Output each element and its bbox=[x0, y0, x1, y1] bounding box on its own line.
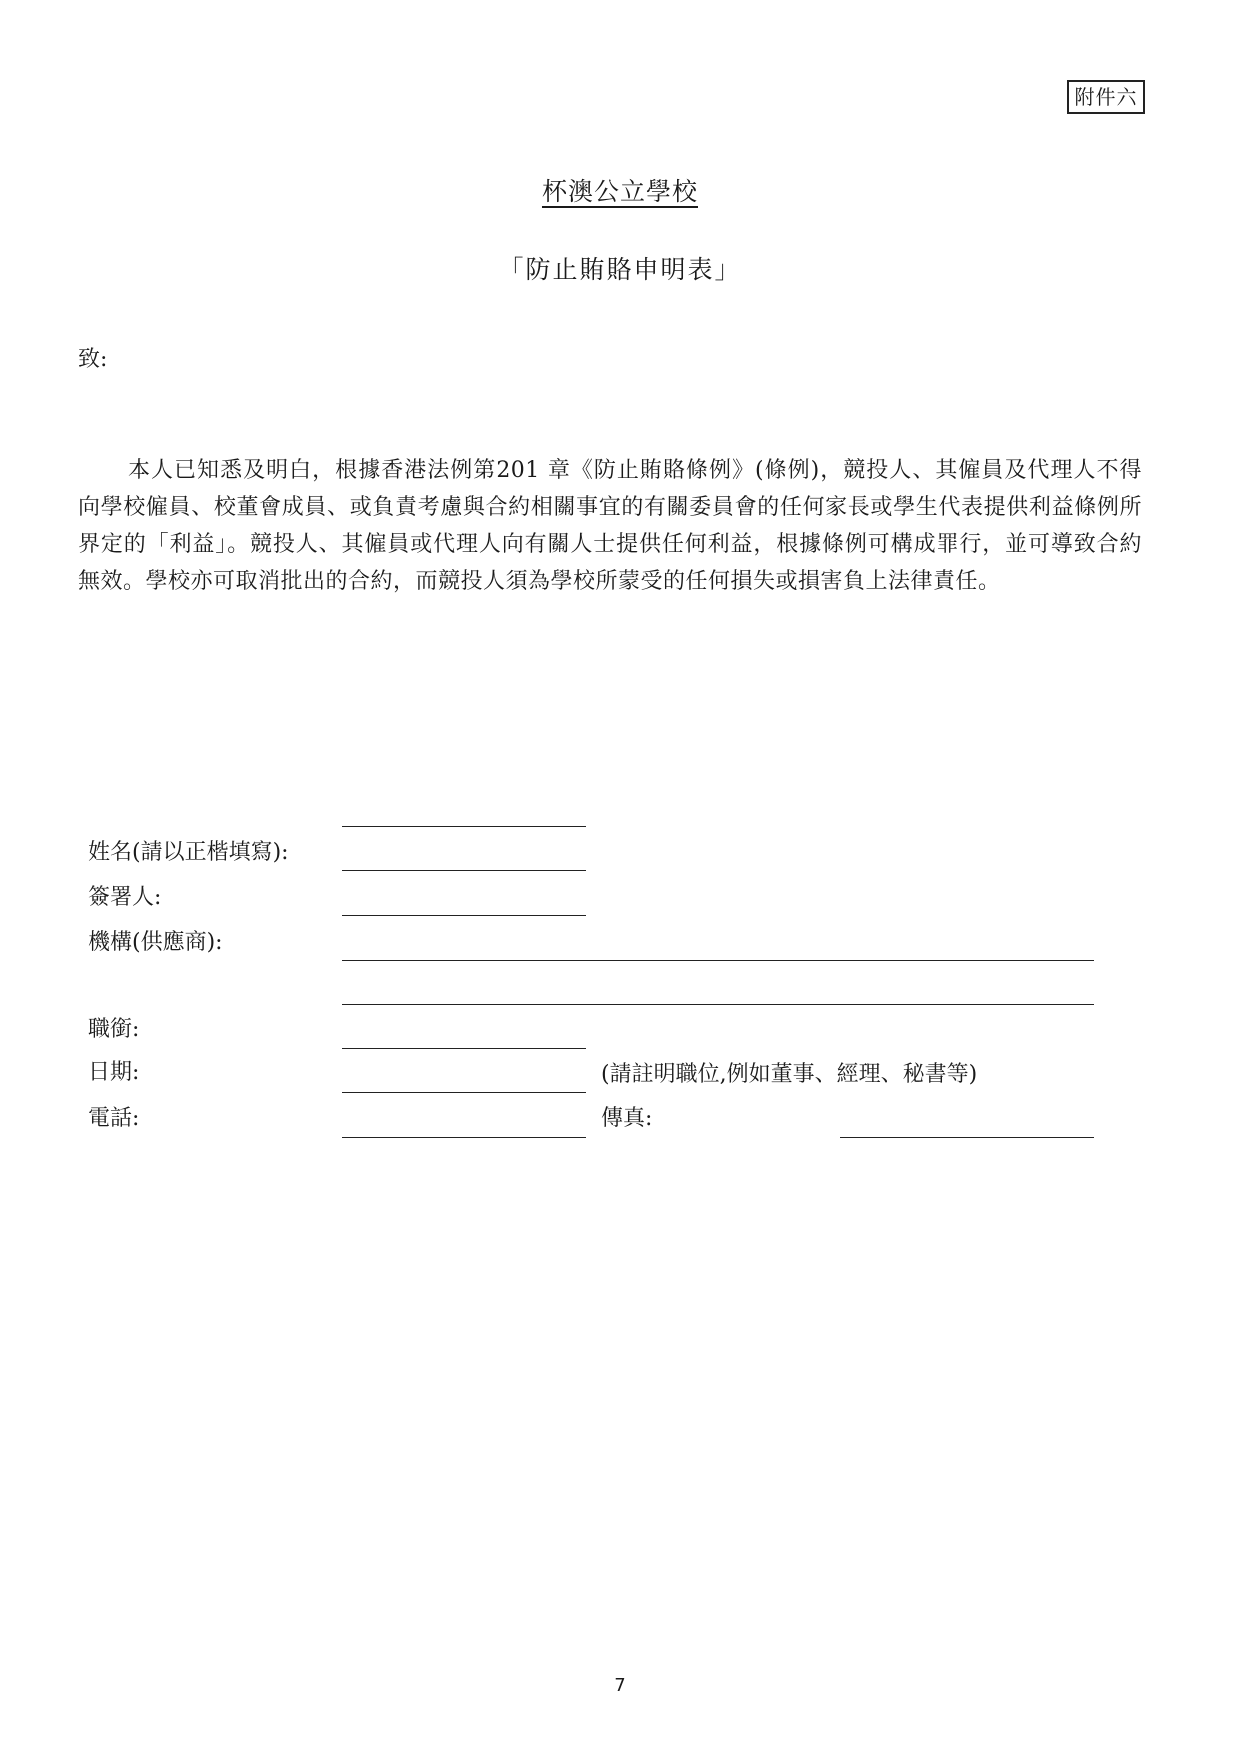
school-name bbox=[0, 172, 1240, 208]
school-name-text: 杯澳公立學校 bbox=[541, 177, 698, 206]
phone-line[interactable] bbox=[342, 1137, 586, 1138]
form-title: 「防止賄賂申明表」 bbox=[498, 255, 742, 284]
fax-label: 傳真: bbox=[601, 1106, 653, 1131]
addressee-label: 致: bbox=[78, 347, 108, 372]
signatory-label: 簽署人: bbox=[88, 885, 162, 910]
organization-line-1[interactable] bbox=[342, 960, 1094, 961]
name-line[interactable] bbox=[342, 870, 586, 871]
signatory-line[interactable] bbox=[342, 915, 586, 916]
phone-label: 電話: bbox=[88, 1106, 140, 1131]
annex-label: 附件六 bbox=[1067, 80, 1145, 114]
declaration-paragraph: 本人已知悉及明白，根據香港法例第201 章《防止賄賂條例》(條例)，競投人、其僱員及代理人不得向學校僱員、校董會成員、或負責考慮與合約相關事宜的有關委員會的任何家長或學生代表提供利益條例所界定的「利益」。競投人、其僱員或代理人向有關人士提供任何利益，根據條例可構成罪行，並可導致合約無效。學校亦可取消批出的合約，而競投人須為學校所蒙受的任何損失或損害負上法律責任。 bbox=[78, 458, 1142, 594]
organization-line-2[interactable] bbox=[342, 1004, 1094, 1005]
organization-label: 機構(供應商): bbox=[88, 930, 223, 955]
name-label: 姓名(請以正楷填寫): bbox=[88, 840, 289, 865]
name-line-top[interactable] bbox=[342, 826, 586, 827]
position-note: (請註明職位,例如董事、經理、秘書等) bbox=[601, 1062, 978, 1087]
date-line[interactable] bbox=[342, 1092, 586, 1093]
page-number: 7 bbox=[614, 1675, 626, 1696]
position-line[interactable] bbox=[342, 1048, 586, 1049]
date-label: 日期: bbox=[88, 1060, 140, 1085]
position-label: 職銜: bbox=[88, 1017, 140, 1042]
fax-line[interactable] bbox=[840, 1137, 1094, 1138]
